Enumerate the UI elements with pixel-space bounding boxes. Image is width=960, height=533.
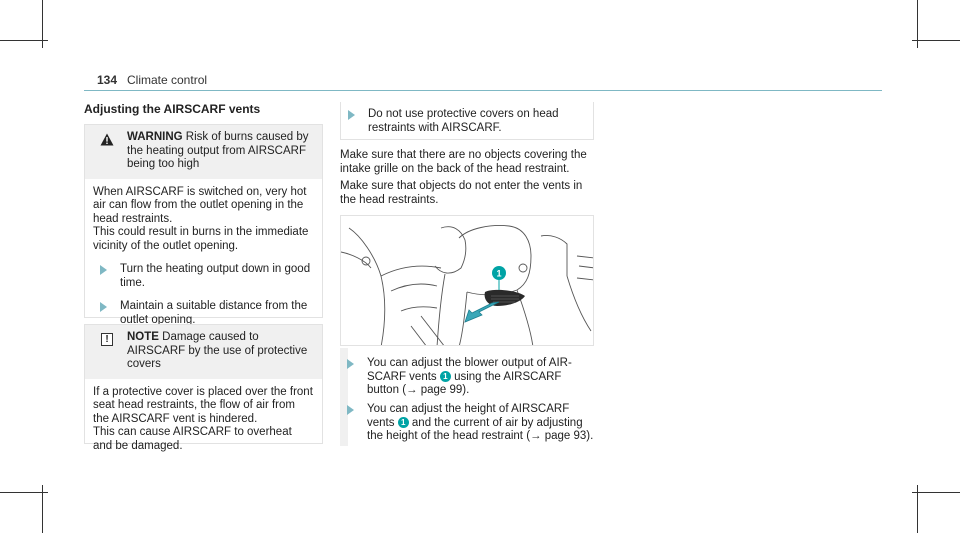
warning-paragraph: When AIRSCARF is switched on, very hot air can flow from the outlet opening in the head restraints. bbox=[93, 185, 307, 225]
step-arrow-icon bbox=[100, 265, 107, 275]
exclamation-icon: ! bbox=[101, 333, 113, 346]
body-paragraph: Make sure that objects do not enter the vents in the head restraints. bbox=[340, 180, 583, 206]
body-paragraph: Make sure that there are no objects covering the intake grille on the back of the head restraint. bbox=[340, 149, 587, 175]
note-paragraph: This can cause AIRSCARF to overheat and be damaged. bbox=[93, 426, 292, 452]
step-arrow-icon bbox=[347, 359, 354, 369]
instruction-step bbox=[340, 403, 594, 444]
instruction-text: and the current of air by adjusting the height of the head restraint (→ page 93). bbox=[367, 416, 594, 442]
warning-step bbox=[93, 263, 314, 290]
header-rule bbox=[84, 90, 882, 91]
crop-mark bbox=[0, 40, 48, 41]
step-arrow-icon bbox=[348, 110, 355, 120]
vent-callout-badge: 1 bbox=[440, 371, 451, 382]
instruction-text: using the AIRSCARF button bbox=[367, 370, 562, 396]
note-paragraph: If a protective cover is placed over the front seat head restraints, the flow of air from the AIRSCARF vent is hindered. bbox=[93, 385, 313, 425]
warning-body bbox=[85, 179, 322, 336]
warning-step bbox=[341, 108, 593, 135]
note-label: NOTE bbox=[127, 331, 159, 343]
crop-mark bbox=[0, 492, 48, 493]
instruction-step bbox=[340, 357, 594, 398]
warning-label: WARNING bbox=[127, 131, 183, 143]
figure-callout: 1 bbox=[496, 268, 502, 279]
warning-header bbox=[85, 125, 322, 179]
crop-mark bbox=[912, 492, 960, 493]
chapter-title: Climate control bbox=[127, 73, 208, 87]
warning-step-text: Turn the heating output down in good time. bbox=[120, 263, 311, 289]
warning-paragraph: This could result in burns in the immediate vicinity of the outlet opening. bbox=[93, 226, 309, 252]
section-title: Adjusting the AIRSCARF vents bbox=[84, 102, 261, 116]
note-body bbox=[85, 379, 322, 462]
instruction-text: You can adjust the height of AIRSCARF vents bbox=[367, 403, 570, 429]
warning-step-text: Do not use protective covers on head restraints with AIRSCARF. bbox=[368, 108, 559, 134]
warning-step-text: Maintain a suitable distance from the outlet opening. bbox=[120, 300, 308, 326]
headrestraint-drawing bbox=[341, 216, 594, 346]
instruction-text: You can adjust the blower output of AIR-SCARF vents bbox=[367, 357, 572, 383]
warning-continued-box bbox=[340, 102, 594, 140]
page-reference[interactable]: (→ page 99). bbox=[402, 384, 470, 396]
headrestraint-illustration bbox=[340, 215, 594, 346]
page-number: 134 bbox=[97, 73, 118, 87]
note-headline: Damage caused to AIRSCARF by the use of protective covers bbox=[127, 331, 308, 370]
note-box bbox=[84, 324, 323, 452]
step-arrow-icon bbox=[347, 405, 354, 415]
warning-headline: Risk of burns caused by the heating output from AIRSCARF being too high bbox=[127, 131, 309, 170]
vent-callout-badge: 1 bbox=[398, 417, 409, 428]
note-header bbox=[85, 325, 322, 379]
warning-step bbox=[93, 300, 314, 327]
warning-triangle-icon bbox=[100, 133, 114, 151]
step-arrow-icon bbox=[100, 302, 107, 312]
warning-box bbox=[84, 124, 323, 326]
crop-mark bbox=[912, 40, 960, 41]
